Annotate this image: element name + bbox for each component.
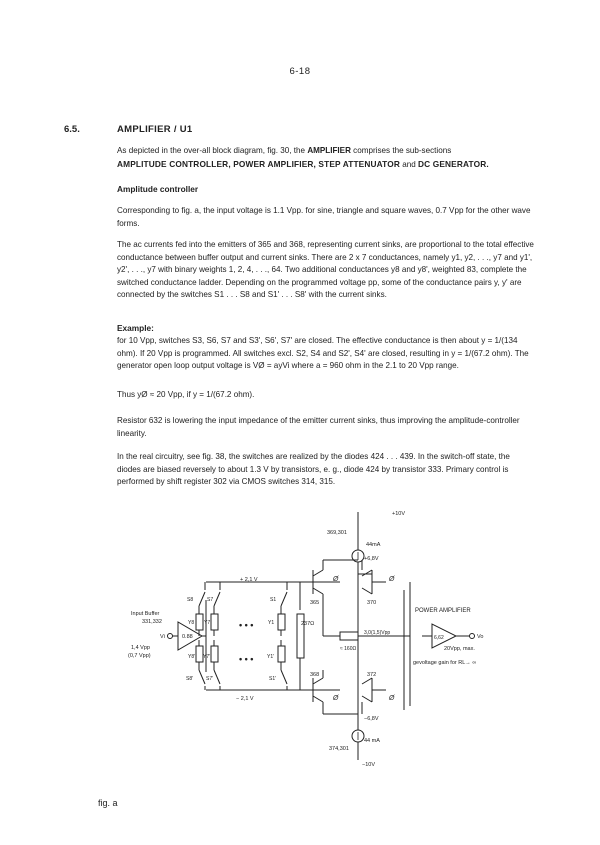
label-y7: Y7 (204, 620, 211, 626)
intro-dc-generator: DC GENERATOR. (418, 158, 489, 169)
label-input-buffer-2: 331,332 (142, 619, 162, 625)
subheading-amplitude-controller: Amplitude controller (117, 184, 199, 194)
label-minus-rail: − 2,1 V (236, 696, 254, 702)
dots-bottom: • • • (239, 654, 254, 664)
label-y1p: Y1' (267, 654, 275, 660)
label-q365: 365 (310, 600, 320, 606)
label-s7: S7 (207, 597, 214, 603)
label-plus-rail: + 2,1 V (240, 577, 258, 583)
label-s8: S8 (187, 597, 194, 603)
label-y1: Y1 (268, 620, 275, 626)
page-number: 6-18 (289, 66, 311, 77)
label-phi-368: Ø (333, 695, 339, 702)
paragraph-input-voltage: Corresponding to fig. a, the input voltage is 1.1 Vpp. for sine, triangle and square waves, 0.7 Vpp for the other wave forms. (117, 206, 531, 228)
label-top-current: 44mA (366, 542, 381, 548)
label-top-source-ref: 369,301 (327, 530, 347, 536)
label-bias-pos: +6,8V (364, 556, 379, 562)
intro-and: and (399, 159, 418, 169)
label-power-amp-title: POWER AMPLIFIER (415, 608, 471, 614)
label-vi-level-1: 1,4 Vpp (131, 645, 150, 651)
label-phi-365: Ø (333, 576, 339, 583)
label-vi: Vi (160, 634, 165, 640)
label-phi-372: Ø (389, 695, 395, 702)
label-input-buffer-1: Input Buffer (131, 611, 160, 617)
label-node-level: 3,0(1,5)Vpp (364, 630, 391, 636)
label-y8: Y8 (188, 620, 195, 626)
example-label: Example: (117, 323, 154, 333)
label-bottom-current: 44 mA (364, 738, 380, 744)
label-vo: Vo (477, 634, 484, 640)
label-s1: S1 (270, 597, 277, 603)
label-vo-level: 20Vpp, max. (444, 646, 475, 652)
label-y8p: Y8' (188, 654, 196, 660)
intro-text-2: comprises the sub-sections (350, 146, 452, 155)
label-top-supply: +10V (392, 511, 405, 517)
label-r237: 237Ω (301, 621, 315, 627)
figure-caption: fig. a (98, 798, 118, 808)
label-s8p: S8' (186, 676, 194, 682)
label-q372: 372 (367, 672, 377, 678)
intro-bold-amplifier: AMPLIFIER (307, 146, 351, 155)
label-pa-gain: 6,62 (434, 635, 444, 641)
label-bottom-source-ref: 374,301 (329, 746, 349, 752)
label-phi-370: Ø (389, 576, 395, 583)
section-title: AMPLIFIER / U1 (117, 124, 193, 135)
paragraph-resistor: Resistor 632 is lowering the input impedance of the emitter current sinks, thus improving the amplitude-controller linearity. (117, 416, 520, 438)
label-bias-neg: −6,8V (364, 716, 379, 722)
label-q370: 370 (367, 600, 377, 606)
label-bottom-supply: −10V (362, 762, 375, 768)
amplitude-controller-schematic (0, 500, 600, 780)
paragraph-real-circuitry: In the real circuitry, see fig. 38, the switches are realized by the diodes 424 . . . 439. In the switch-off state, the diodes are biased reversely to about 1.3 V by transistors, e. g., diode 424 by transistor 333. Primary control is performed by shift register 302 via CMOS switches 314, 315. (117, 452, 510, 487)
label-s1p: S1' (269, 676, 277, 682)
intro-text-1: As depicted in the over-all block diagram, fig. 30, the (117, 146, 308, 155)
intro-paragraph (117, 145, 535, 171)
label-y7p: Y7' (203, 654, 211, 660)
label-r160: ≈ 160Ω (340, 646, 357, 652)
dots-top: • • • (239, 620, 254, 630)
paragraph-ac-currents: The ac currents fed into the emitters of 365 and 368, representing current sinks, are proportional to the total effective conductance between buffer output and current sinks. There are 2 x 7 conductances, namely y1, y2, . . ., y7 and y1', y2', . . ., y7 with binary weights 1, 2, 4, . . ., 64. Two additional conductances y8 and y8', weighted 83, complete the switched conductance ladder. Depending on the programmed voltage pp, some of the conductance pairs y, y' are connected by the switches S1 . . . S8 and S1' . . . S8' with the current sinks. (117, 240, 534, 300)
label-amp-gain: 0.88 (182, 634, 193, 640)
label-gain-note: gevoltage gain for RL→ ∞ (413, 660, 477, 666)
paragraph-thus: Thus yØ ≈ 20 Vpp, if y = 1/(67.2 ohm). (117, 390, 255, 399)
section-number: 6.5. (64, 124, 80, 135)
label-vi-level-2: (0,7 Vpp) (128, 653, 151, 659)
label-s7p: S7' (206, 676, 214, 682)
intro-subsections: AMPLITUDE CONTROLLER, POWER AMPLIFIER, STEP ATTENUATOR (117, 158, 400, 169)
label-q368: 368 (310, 672, 320, 678)
paragraph-example: for 10 Vpp, switches S3, S6, S7 and S3', S6', S7' are closed. The effective conductance is then about y = 1/(134 ohm). If 20 Vpp is programmed. All switches excl. S2, S4 and S2', S4' are closed, resulting in y = 1/(67.2 ohm). The generator open loop output voltage is VØ = ayVi where a = 960 ohm in the 2.1 to 20 Vpp range. (117, 336, 529, 371)
